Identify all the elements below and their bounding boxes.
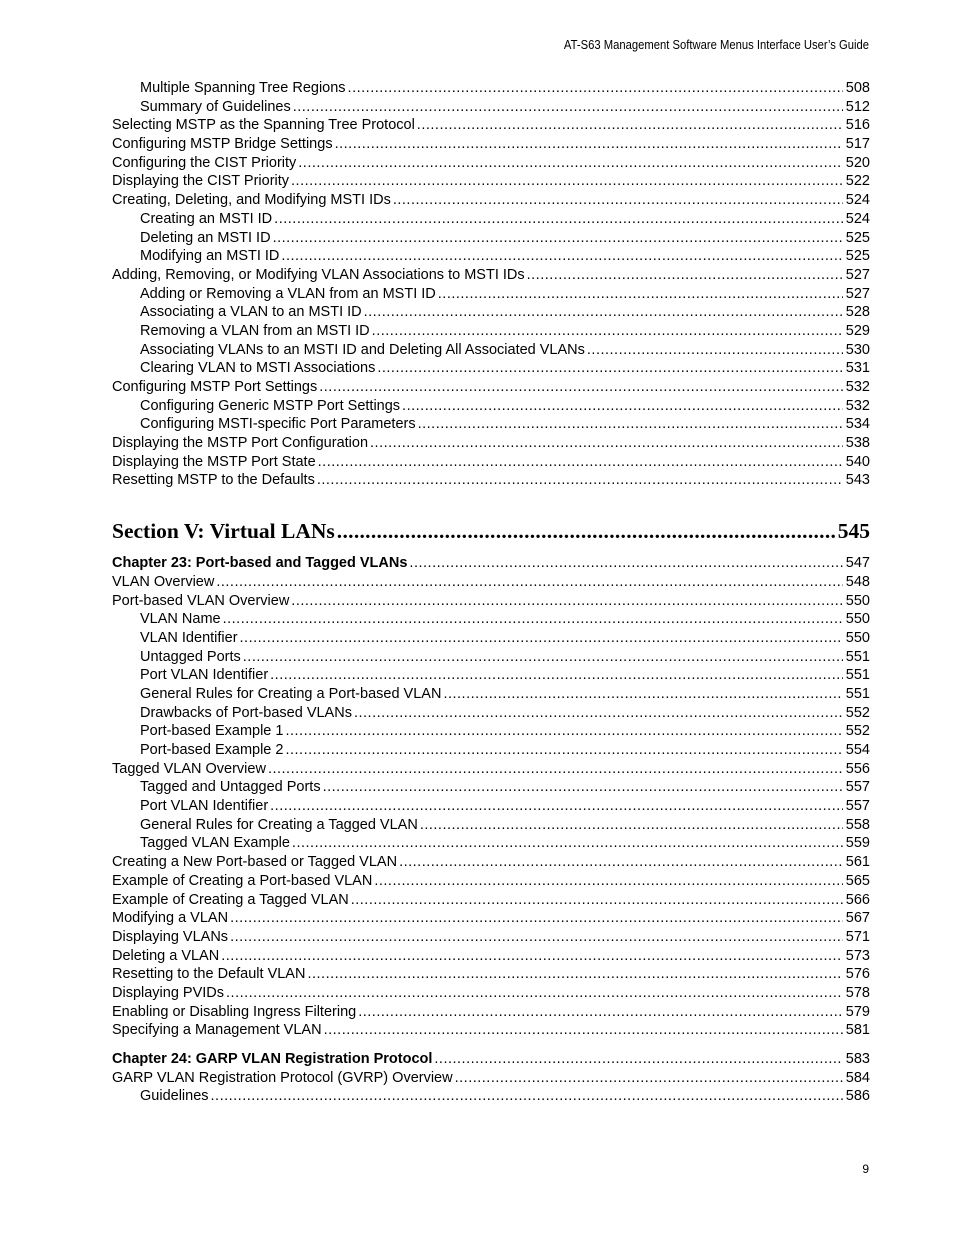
toc-entry-title: GARP VLAN Registration Protocol (GVRP) Overview [112, 1069, 453, 1086]
dot-leader [337, 516, 835, 546]
toc-entry-title: Creating, Deleting, and Modifying MSTI IDs [112, 192, 391, 209]
dot-leader [324, 1021, 843, 1040]
toc-entry-page: 524 [845, 210, 870, 227]
toc-entry-title: Enabling or Disabling Ingress Filtering [112, 1003, 357, 1020]
toc-entry-title: Associating VLANs to an MSTI ID and Deleting All Associated VLANs [140, 341, 585, 358]
toc-entry[interactable] [112, 722, 870, 741]
toc-entry-page: 576 [845, 966, 870, 983]
toc-entry-title: Port-based VLAN Overview [112, 592, 290, 609]
toc-entry-page: 516 [845, 117, 870, 134]
toc-entry[interactable] [112, 1003, 870, 1022]
toc-entry[interactable] [112, 573, 870, 592]
toc-entry-title: Port-based Example 2 [140, 742, 284, 758]
toc-entry[interactable] [112, 341, 870, 360]
toc-entry[interactable] [112, 322, 870, 341]
dot-leader [216, 573, 842, 592]
toc-entry[interactable] [112, 928, 870, 947]
dot-leader [455, 1069, 843, 1088]
dot-leader [527, 266, 843, 285]
toc-entry-page: 557 [845, 779, 870, 796]
toc-entry-title: Adding or Removing a VLAN from an MSTI ID [140, 285, 436, 302]
toc-entry-page: 552 [845, 704, 870, 721]
toc-entry-title: VLAN Overview [112, 573, 215, 590]
toc-entry-page: 567 [845, 910, 870, 927]
toc-entry[interactable] [112, 1087, 870, 1106]
section-title: Section V: Virtual LANs [112, 519, 335, 544]
toc-entry-title: Displaying the CIST Priority [112, 173, 290, 190]
toc-entry[interactable] [112, 666, 870, 685]
toc-entry-title: Tagged VLAN Overview [112, 760, 266, 777]
toc-entry[interactable] [112, 872, 870, 891]
toc-entry[interactable] [112, 947, 870, 966]
toc-entry-page: 557 [845, 798, 870, 815]
toc-entry-title: Creating a New Port-based or Tagged VLAN [112, 854, 398, 871]
dot-leader [293, 98, 843, 117]
dot-leader [354, 704, 843, 723]
toc-entry-title: Untagged Ports [140, 648, 241, 665]
toc-entry[interactable] [112, 116, 870, 135]
dot-leader [377, 359, 842, 378]
toc-entry[interactable] [112, 397, 870, 416]
toc-entry[interactable] [112, 797, 870, 816]
toc-entry-page: 551 [845, 648, 870, 665]
dot-leader [221, 947, 843, 966]
toc-entry[interactable] [112, 266, 870, 285]
toc-entry[interactable] [112, 229, 870, 248]
toc-entry-page: 554 [845, 742, 870, 758]
toc-entry-page: 550 [845, 629, 870, 646]
toc-entry-title: Specifying a Management VLAN [112, 1022, 322, 1039]
toc-entry-page: 579 [845, 1003, 870, 1020]
toc-entry[interactable] [112, 359, 870, 378]
toc-entry-page: 508 [845, 80, 870, 96]
running-header: AT-S63 Management Software Menus Interface User’s Guide [563, 38, 869, 52]
toc-entry-page: 525 [845, 229, 870, 246]
toc-entry-page: 522 [845, 173, 870, 190]
chapter-title: Chapter 23: Port-based and Tagged VLANs [112, 555, 408, 572]
dot-leader [402, 397, 843, 416]
toc-entry-title: Tagged VLAN Example [140, 835, 290, 852]
toc-entry-title: Displaying VLANs [112, 928, 229, 945]
toc-entry-page: 556 [845, 760, 870, 777]
dot-leader [364, 303, 843, 322]
toc-entry[interactable] [112, 778, 870, 797]
toc-entry-page: 573 [845, 947, 870, 964]
dot-leader [243, 648, 843, 667]
toc-entry-title: Removing a VLAN from an MSTI ID [140, 322, 370, 339]
toc-entry-title: Multiple Spanning Tree Regions [140, 80, 346, 96]
toc-entry[interactable] [112, 816, 870, 835]
toc-entry[interactable] [112, 592, 870, 611]
toc-entry-title: Selecting MSTP as the Spanning Tree Protocol [112, 117, 415, 134]
toc-entry-page: 532 [845, 379, 870, 395]
toc-entry[interactable] [112, 247, 870, 266]
toc-entry[interactable] [112, 648, 870, 667]
dot-leader [351, 891, 843, 910]
toc-chapter-23[interactable] [112, 554, 870, 573]
toc-entry-page: 534 [845, 416, 870, 433]
dot-leader [230, 909, 843, 928]
toc-entry-page: 565 [845, 872, 870, 889]
toc-entry-title: Example of Creating a Port-based VLAN [112, 872, 373, 889]
toc-entry[interactable] [112, 853, 870, 872]
toc-entry-page: 550 [845, 592, 870, 609]
dot-leader [281, 247, 842, 266]
chapter-page: 547 [845, 555, 870, 572]
dot-leader [409, 554, 842, 573]
dot-leader [323, 778, 843, 797]
dot-leader [274, 210, 843, 229]
page-number: 9 [862, 1162, 869, 1176]
dot-leader [348, 79, 843, 98]
toc-group-mstp [112, 79, 870, 490]
toc-entry-title: General Rules for Creating a Port-based VLAN [140, 685, 442, 702]
dot-leader [418, 415, 843, 434]
toc-group-gvrp [112, 1069, 870, 1106]
toc-entry-page: 532 [845, 397, 870, 414]
toc-entry-title: General Rules for Creating a Tagged VLAN [140, 816, 418, 833]
toc-entry[interactable] [112, 629, 870, 648]
toc-entry[interactable] [112, 1069, 870, 1088]
toc-entry-title: Port-based Example 1 [140, 723, 284, 740]
toc-entry-title: Modifying a VLAN [112, 910, 229, 927]
toc-entry-page: 527 [845, 285, 870, 302]
toc-entry[interactable] [112, 415, 870, 434]
dot-leader [399, 853, 843, 872]
toc-entry-title: Adding, Removing, or Modifying VLAN Associations to MSTI IDs [112, 266, 525, 283]
toc-entry-title: Configuring MSTP Port Settings [112, 379, 318, 395]
toc-entry[interactable] [112, 834, 870, 853]
dot-leader [223, 610, 843, 629]
dot-leader [358, 1003, 843, 1022]
toc-entry-title: Deleting a VLAN [112, 947, 220, 964]
dot-leader [285, 741, 842, 760]
toc-entry-page: 584 [845, 1069, 870, 1086]
toc-entry-page: 540 [845, 453, 870, 470]
toc-entry[interactable] [112, 378, 870, 397]
toc-entry-page: 543 [845, 472, 870, 489]
dot-leader [438, 285, 843, 304]
dot-leader [393, 191, 843, 210]
toc-entry[interactable] [112, 965, 870, 984]
dot-leader [335, 135, 843, 154]
dot-leader [587, 341, 843, 360]
toc-entry[interactable] [112, 98, 870, 117]
toc-entry-title: Configuring the CIST Priority [112, 154, 297, 171]
dot-leader [443, 685, 842, 704]
toc-entry-title: Resetting to the Default VLAN [112, 966, 306, 983]
toc-entry-title: Port VLAN Identifier [140, 798, 269, 815]
dot-leader [268, 760, 843, 779]
section-page: 545 [837, 519, 870, 544]
toc-entry-page: 528 [845, 304, 870, 321]
toc-entry[interactable] [112, 285, 870, 304]
toc-entry[interactable] [112, 172, 870, 191]
toc-entry-title: Configuring Generic MSTP Port Settings [140, 397, 401, 414]
toc-entry-page: 550 [845, 611, 870, 628]
dot-leader [211, 1087, 843, 1106]
toc-entry-title: Associating a VLAN to an MSTI ID [140, 304, 362, 321]
toc-entry-page: 551 [845, 685, 870, 702]
toc-entry-title: Creating an MSTI ID [140, 210, 273, 227]
toc-entry-page: 527 [845, 266, 870, 283]
toc-group-vlans [112, 573, 870, 1040]
toc-entry-page: 578 [845, 984, 870, 1001]
toc-entry[interactable] [112, 704, 870, 723]
toc-entry[interactable] [112, 471, 870, 490]
toc-entry-title: Resetting MSTP to the Defaults [112, 472, 315, 489]
toc-entry-page: 581 [845, 1022, 870, 1039]
dot-leader [417, 116, 843, 135]
toc-entry[interactable] [112, 760, 870, 779]
toc-entry-title: Displaying the MSTP Port State [112, 453, 316, 470]
toc-entry-page: 561 [845, 854, 870, 871]
dot-leader [273, 229, 843, 248]
dot-leader [434, 1050, 842, 1069]
toc-entry-title: Tagged and Untagged Ports [140, 779, 321, 796]
table-of-contents [112, 79, 870, 1106]
toc-entry[interactable] [112, 1021, 870, 1040]
toc-entry-title: Summary of Guidelines [140, 98, 291, 115]
toc-entry[interactable] [112, 135, 870, 154]
toc-entry-page: 566 [845, 891, 870, 908]
toc-entry-page: 520 [845, 154, 870, 171]
dot-leader [230, 928, 843, 947]
toc-entry-title: Clearing VLAN to MSTI Associations [140, 360, 376, 377]
toc-entry-page: 552 [845, 723, 870, 740]
toc-entry-title: Displaying the MSTP Port Configuration [112, 435, 369, 452]
dot-leader [372, 322, 843, 341]
toc-entry-page: 531 [845, 360, 870, 377]
toc-entry-page: 529 [845, 322, 870, 339]
toc-entry[interactable] [112, 79, 870, 98]
toc-entry-page: 530 [845, 341, 870, 358]
dot-leader [298, 154, 843, 173]
dot-leader [374, 872, 842, 891]
toc-entry-page: 538 [845, 435, 870, 452]
dot-leader [292, 834, 843, 853]
toc-entry[interactable] [112, 741, 870, 760]
dot-leader [226, 984, 843, 1003]
toc-entry-page: 551 [845, 667, 870, 684]
toc-entry[interactable] [112, 303, 870, 322]
toc-entry[interactable] [112, 154, 870, 173]
dot-leader [240, 629, 843, 648]
dot-leader [370, 434, 843, 453]
toc-entry-page: 517 [845, 136, 870, 153]
toc-entry-page: 571 [845, 928, 870, 945]
toc-section-heading[interactable] [112, 516, 870, 546]
dot-leader [270, 797, 843, 816]
toc-entry-title: VLAN Identifier [140, 629, 238, 646]
toc-entry-page: 512 [845, 98, 870, 115]
toc-entry[interactable] [112, 984, 870, 1003]
dot-leader [317, 471, 843, 490]
dot-leader [420, 816, 843, 835]
dot-leader [291, 172, 843, 191]
toc-entry-title: Displaying PVIDs [112, 984, 225, 1001]
toc-chapter-24[interactable] [112, 1050, 870, 1069]
toc-entry-title: VLAN Name [140, 611, 221, 628]
dot-leader [270, 666, 843, 685]
toc-entry[interactable] [112, 453, 870, 472]
toc-entry-page: 558 [845, 816, 870, 833]
toc-entry-title: Configuring MSTP Bridge Settings [112, 136, 333, 153]
toc-entry-title: Configuring MSTI-specific Port Parameters [140, 416, 416, 433]
dot-leader [285, 722, 842, 741]
toc-entry[interactable] [112, 610, 870, 629]
toc-entry-title: Port VLAN Identifier [140, 667, 269, 684]
dot-leader [318, 453, 843, 472]
toc-entry-page: 559 [845, 835, 870, 852]
toc-entry-page: 524 [845, 192, 870, 209]
toc-entry-title: Guidelines [140, 1088, 209, 1105]
chapter-title: Chapter 24: GARP VLAN Registration Protocol [112, 1051, 433, 1067]
toc-entry[interactable] [112, 685, 870, 704]
toc-entry-page: 548 [845, 573, 870, 590]
toc-entry[interactable] [112, 891, 870, 910]
dot-leader [319, 378, 843, 397]
toc-entry[interactable] [112, 909, 870, 928]
toc-entry-title: Drawbacks of Port-based VLANs [140, 704, 352, 721]
toc-entry[interactable] [112, 191, 870, 210]
toc-entry[interactable] [112, 434, 870, 453]
dot-leader [307, 965, 842, 984]
toc-entry-title: Deleting an MSTI ID [140, 229, 271, 246]
toc-entry-title: Modifying an MSTI ID [140, 248, 280, 265]
toc-entry-page: 586 [845, 1088, 870, 1105]
dot-leader [291, 592, 843, 611]
toc-entry-page: 525 [845, 248, 870, 265]
toc-entry-title: Example of Creating a Tagged VLAN [112, 891, 349, 908]
chapter-page: 583 [845, 1051, 870, 1067]
toc-entry[interactable] [112, 210, 870, 229]
